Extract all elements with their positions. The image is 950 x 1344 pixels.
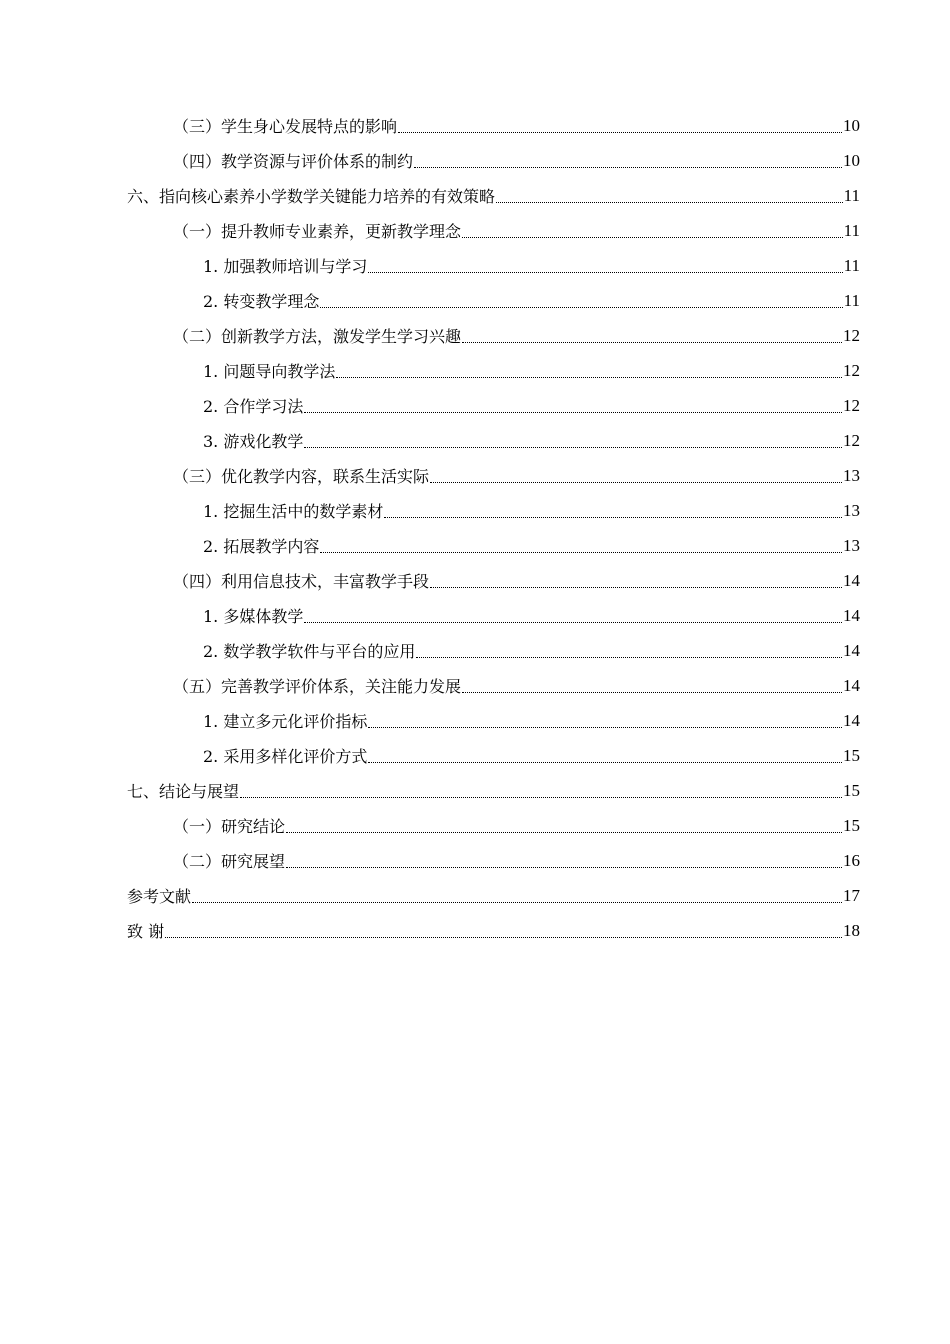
- toc-entry-text: （五）完善教学评价体系，关注能力发展: [173, 677, 462, 696]
- dot-leader: [462, 341, 842, 343]
- dot-leader: [368, 726, 842, 728]
- toc-entry[interactable]: [0, 108, 860, 143]
- toc-entry-text: 参考文献: [127, 887, 192, 906]
- toc-entry[interactable]: [0, 353, 860, 388]
- toc-page-number: 14: [843, 640, 860, 660]
- dot-leader: [430, 586, 842, 588]
- toc-entry[interactable]: [0, 388, 860, 423]
- dot-leader: [304, 621, 842, 623]
- toc-page-number: 12: [843, 430, 860, 450]
- toc-page-number: 12: [843, 360, 860, 380]
- toc-entry[interactable]: [0, 423, 860, 458]
- toc-page-number: 11: [843, 185, 860, 205]
- dot-leader: [462, 236, 843, 238]
- toc-entry[interactable]: [0, 143, 860, 178]
- toc-entry[interactable]: [0, 528, 860, 563]
- toc-page-number: 13: [843, 465, 860, 485]
- toc-entry-text: 2. 数学教学软件与平台的应用: [203, 642, 416, 661]
- dot-leader: [462, 691, 842, 693]
- dot-leader: [368, 271, 842, 273]
- dot-leader: [336, 376, 842, 378]
- toc-entry[interactable]: [0, 843, 860, 878]
- toc-entry-text: 七、结论与展望: [127, 782, 240, 801]
- toc-entry-text: 六、指向核心素养小学数学关键能力培养的有效策略: [127, 187, 496, 206]
- toc-entry[interactable]: [0, 458, 860, 493]
- dot-leader: [165, 936, 842, 938]
- dot-leader: [304, 411, 842, 413]
- toc-entry-text: 1. 建立多元化评价指标: [203, 712, 368, 731]
- dot-leader: [320, 551, 842, 553]
- dot-leader: [368, 761, 842, 763]
- toc-entry[interactable]: [0, 563, 860, 598]
- toc-page-number: 14: [843, 570, 860, 590]
- toc-page-number: 11: [843, 220, 860, 240]
- toc-entry-text: （一）研究结论: [173, 817, 286, 836]
- dot-leader: [416, 656, 842, 658]
- toc-page-number: 14: [843, 605, 860, 625]
- toc-entry-text: 1. 多媒体教学: [203, 607, 304, 626]
- toc-entry-text: 3. 游戏化教学: [203, 432, 304, 451]
- toc-entry-text: （三）学生身心发展特点的影响: [173, 117, 398, 136]
- toc-entry[interactable]: [0, 598, 860, 633]
- table-of-contents: [0, 108, 950, 948]
- toc-page-number: 18: [843, 920, 860, 940]
- toc-entry[interactable]: [0, 178, 860, 213]
- toc-entry-text: 2. 转变教学理念: [203, 292, 320, 311]
- dot-leader: [496, 201, 843, 203]
- toc-page-number: 13: [843, 500, 860, 520]
- toc-page-number: 12: [843, 325, 860, 345]
- dot-leader: [286, 831, 842, 833]
- toc-page-number: 10: [843, 115, 860, 135]
- toc-entry[interactable]: [0, 318, 860, 353]
- toc-page-number: 15: [843, 745, 860, 765]
- dot-leader: [240, 796, 842, 798]
- toc-entry[interactable]: [0, 668, 860, 703]
- toc-entry-text: 1. 问题导向教学法: [203, 362, 336, 381]
- toc-entry-text: （二）创新教学方法，激发学生学习兴趣: [173, 327, 462, 346]
- toc-entry-text: （一）提升教师专业素养，更新教学理念: [173, 222, 462, 241]
- toc-page-number: 11: [843, 290, 860, 310]
- toc-entry-text: （四）利用信息技术，丰富教学手段: [173, 572, 430, 591]
- toc-entry[interactable]: [0, 493, 860, 528]
- toc-entry-text: 2. 采用多样化评价方式: [203, 747, 368, 766]
- toc-page-number: 17: [843, 885, 860, 905]
- toc-entry[interactable]: [0, 248, 860, 283]
- toc-entry-text: 2. 合作学习法: [203, 397, 304, 416]
- toc-entry[interactable]: [0, 878, 860, 913]
- toc-entry-text: （三）优化教学内容，联系生活实际: [173, 467, 430, 486]
- toc-entry-text: 1. 加强教师培训与学习: [203, 257, 368, 276]
- dot-leader: [304, 446, 842, 448]
- dot-leader: [286, 866, 842, 868]
- toc-page-number: 13: [843, 535, 860, 555]
- toc-entry-text: （二）研究展望: [173, 852, 286, 871]
- dot-leader: [414, 166, 842, 168]
- toc-page-number: 12: [843, 395, 860, 415]
- toc-entry[interactable]: [0, 808, 860, 843]
- toc-entry[interactable]: [0, 913, 860, 948]
- toc-entry[interactable]: [0, 633, 860, 668]
- toc-entry[interactable]: [0, 283, 860, 318]
- toc-entry[interactable]: [0, 703, 860, 738]
- toc-entry-text: 2. 拓展教学内容: [203, 537, 320, 556]
- dot-leader: [430, 481, 842, 483]
- dot-leader: [192, 901, 842, 903]
- toc-page-number: 15: [843, 815, 860, 835]
- toc-page-number: 15: [843, 780, 860, 800]
- toc-entry[interactable]: [0, 213, 860, 248]
- toc-entry-text: （四）教学资源与评价体系的制约: [173, 152, 414, 171]
- toc-page-number: 14: [843, 710, 860, 730]
- toc-entry-text: 1. 挖掘生活中的数学素材: [203, 502, 384, 521]
- dot-leader: [398, 131, 842, 133]
- toc-page-number: 14: [843, 675, 860, 695]
- toc-page-number: 11: [843, 255, 860, 275]
- toc-entry-text: 致 谢: [127, 922, 165, 941]
- dot-leader: [320, 306, 842, 308]
- toc-entry[interactable]: [0, 773, 860, 808]
- toc-page-number: 16: [843, 850, 860, 870]
- dot-leader: [384, 516, 842, 518]
- toc-page-number: 10: [843, 150, 860, 170]
- toc-entry[interactable]: [0, 738, 860, 773]
